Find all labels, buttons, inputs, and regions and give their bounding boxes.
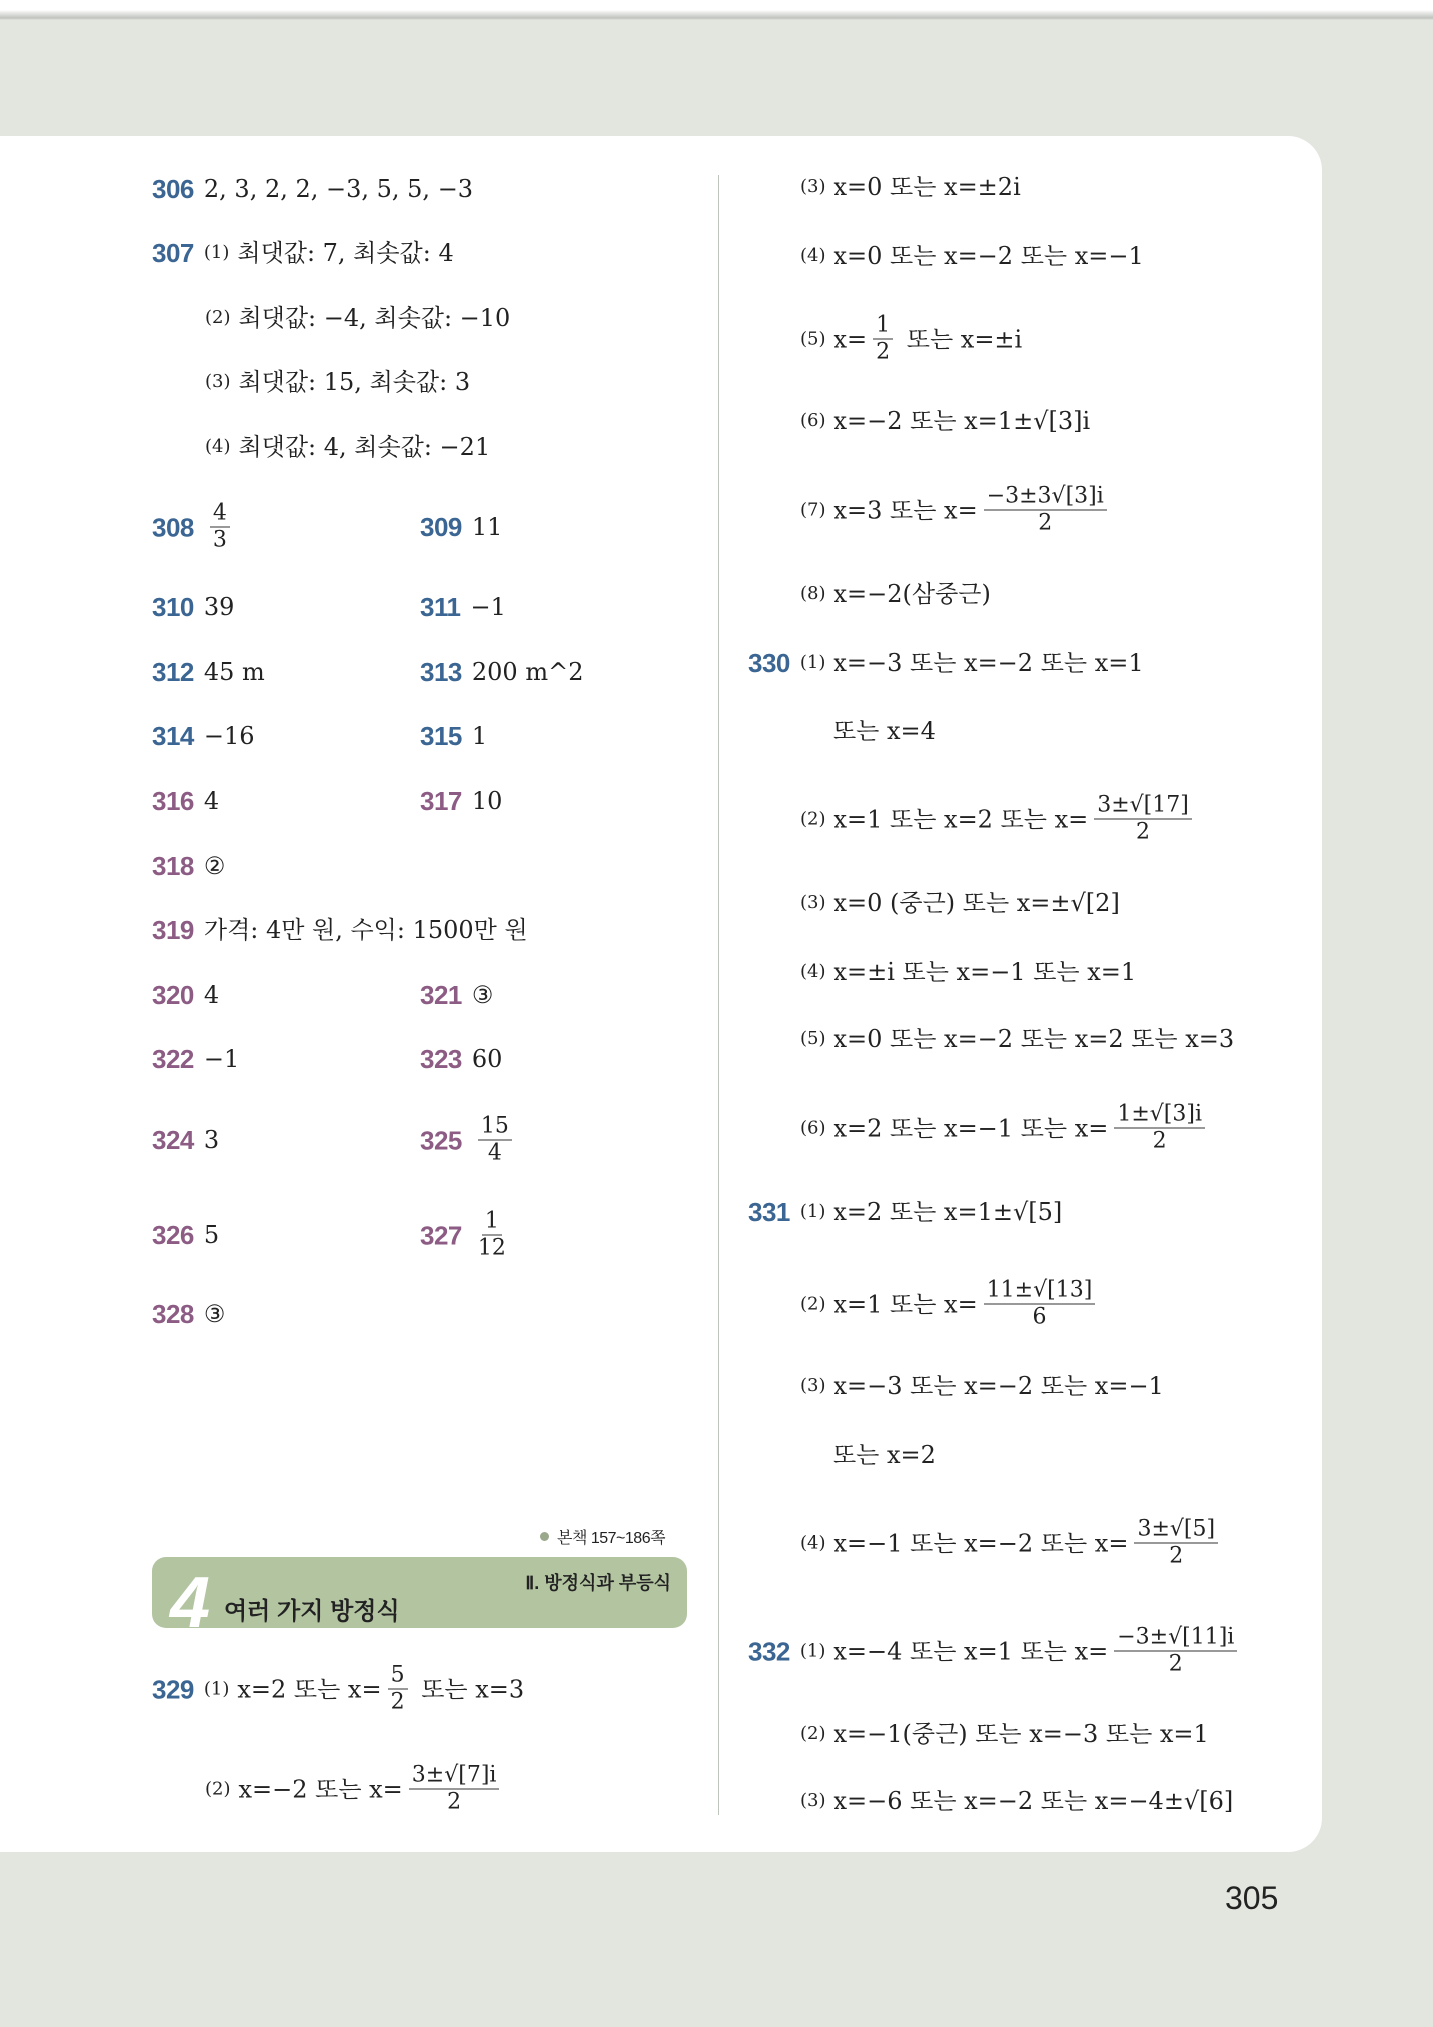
answer-text [204, 660, 265, 684]
answer-325 [420, 1113, 518, 1166]
answer-text [472, 1047, 503, 1071]
answer-314 [152, 723, 255, 749]
math-text: 11 [471, 513, 503, 541]
problem-number: 326 [152, 1220, 194, 1250]
answer-text [237, 1662, 525, 1715]
math-text: x=±i 또는 x=−1 또는 x=1 [833, 958, 1137, 986]
sub-label: (5) [800, 328, 826, 349]
problem-number: 312 [152, 657, 194, 687]
fraction [477, 1208, 506, 1261]
answer-text [204, 789, 219, 813]
answer-text [834, 175, 1021, 199]
sub-label: (3) [800, 892, 826, 913]
fraction-numerator: 15 [478, 1116, 512, 1141]
bullet-icon [540, 1532, 549, 1541]
answer-text [204, 1223, 219, 1247]
math-text: x=−3 또는 x=−2 또는 x=1 [833, 649, 1144, 677]
sub-label: (1) [799, 1201, 826, 1222]
fraction-denominator: 2 [1136, 819, 1151, 845]
math-text: ③ [471, 981, 494, 1009]
sub-label: (2) [800, 808, 826, 829]
answer-text [834, 891, 1120, 915]
math-text: −16 [203, 722, 255, 750]
fraction-denominator: 3 [212, 527, 227, 553]
sub-label: (1) [203, 1678, 230, 1699]
answer-text [239, 306, 511, 330]
answer-330-1-cont [833, 719, 936, 743]
problem-number: 316 [152, 786, 194, 816]
problem-number: 309 [420, 512, 462, 542]
problem-number: 324 [152, 1125, 194, 1155]
answer-322 [152, 1046, 239, 1072]
math-text: 또는 x=2 [833, 1441, 936, 1469]
fraction [873, 312, 893, 365]
sub-label: (1) [799, 652, 826, 673]
fraction-numerator: 3±√[5] [1134, 1519, 1218, 1544]
problem-number: 325 [420, 1125, 462, 1155]
answer-text [239, 435, 491, 459]
answer-text [834, 1027, 1235, 1051]
fraction-denominator: 2 [1152, 1128, 1167, 1154]
answer-text [834, 1722, 1209, 1746]
answer-329-6 [800, 409, 1090, 433]
math-text: 45 m [203, 658, 265, 686]
answer-text [472, 789, 503, 813]
problem-number: 311 [420, 592, 461, 622]
fraction [478, 1113, 512, 1166]
fraction [388, 1662, 408, 1715]
section-banner [152, 1557, 687, 1628]
answer-text [204, 500, 236, 553]
math-text: x=2 또는 x= [237, 1675, 382, 1703]
problem-number: 308 [152, 512, 194, 542]
answer-307-1 [152, 240, 454, 266]
answer-332-3 [800, 1789, 1233, 1813]
math-text: x=−6 또는 x=−2 또는 x=−4±√[6] [833, 1787, 1234, 1815]
answer-319 [152, 917, 528, 943]
math-text: 또는 x=3 [413, 1675, 525, 1703]
answer-329-7 [800, 483, 1113, 536]
fraction-denominator: 2 [390, 1689, 405, 1715]
answer-331-2 [800, 1277, 1101, 1330]
unit-title: Ⅱ. 방정식과 부등식 [525, 1573, 671, 1593]
answer-329-8 [800, 582, 991, 606]
math-text: x=0 또는 x=±2i [833, 173, 1021, 201]
answer-332-2 [800, 1722, 1209, 1746]
math-text: 39 [203, 593, 235, 621]
math-text: x=−4 또는 x=1 또는 x= [833, 1637, 1109, 1665]
answer-text [472, 515, 503, 539]
fraction-numerator: 4 [210, 503, 230, 528]
sub-label: (4) [205, 436, 231, 457]
answer-328 [152, 1301, 225, 1327]
answer-330-3 [800, 891, 1120, 915]
problem-number: 328 [152, 1299, 194, 1329]
math-text: x=1 또는 x=2 또는 x= [833, 805, 1089, 833]
answer-text [472, 983, 494, 1007]
answer-text [238, 1762, 506, 1815]
answer-text [833, 1516, 1225, 1569]
answer-text [833, 1443, 936, 1467]
answer-330-5 [800, 1027, 1234, 1051]
fraction [1114, 1624, 1237, 1677]
answer-text [834, 960, 1137, 984]
math-text: ③ [203, 1300, 226, 1328]
sub-label: (6) [800, 1117, 826, 1138]
fraction-denominator: 6 [1032, 1304, 1047, 1330]
answer-307-3 [205, 370, 470, 394]
math-text: 최댓값: 15, 최솟값: 3 [238, 368, 471, 396]
sub-label: (1) [799, 1640, 826, 1661]
sub-label: (8) [800, 583, 826, 604]
answer-310 [152, 594, 234, 620]
answer-text [833, 792, 1198, 845]
math-text: x=0 또는 x=−2 또는 x=−1 [833, 242, 1144, 270]
answer-329-2 [205, 1762, 505, 1815]
answer-text [834, 409, 1091, 433]
problem-number: 307 [152, 238, 194, 268]
math-text: x=−1(중근) 또는 x=−3 또는 x=1 [833, 1720, 1209, 1748]
problem-number: 332 [748, 1636, 790, 1666]
answer-text [833, 1101, 1212, 1154]
math-text: 4 [203, 981, 220, 1009]
answer-text [833, 1200, 1062, 1224]
fraction [409, 1762, 500, 1815]
math-text: 최댓값: −4, 최솟값: −10 [238, 304, 511, 332]
answer-307-4 [205, 435, 490, 459]
math-text: x=−2 또는 x=1±√[3]i [833, 407, 1091, 435]
reference-text: 본책 157~186쪽 [557, 1530, 666, 1547]
problem-number: 322 [152, 1044, 194, 1074]
problem-number: 327 [420, 1220, 462, 1250]
answer-327 [420, 1208, 512, 1261]
answer-332-1 [748, 1624, 1243, 1677]
math-text: 1 [471, 722, 488, 750]
problem-number: 319 [152, 915, 194, 945]
math-text: 최댓값: 4, 최솟값: −21 [238, 433, 491, 461]
math-text: x=2 또는 x=−1 또는 x= [833, 1114, 1109, 1142]
column-divider [718, 175, 719, 1815]
math-text: 60 [471, 1045, 503, 1073]
problem-number: 321 [420, 980, 462, 1010]
fraction-numerator: 3±√[17] [1094, 795, 1192, 820]
problem-number: 329 [152, 1674, 194, 1704]
answer-text [204, 177, 473, 201]
math-text: x=0 (중근) 또는 x=±√[2] [833, 889, 1120, 917]
answer-331-3 [800, 1374, 1164, 1398]
sub-label: (2) [800, 1723, 826, 1744]
answer-text [204, 595, 235, 619]
math-text: −1 [203, 1045, 240, 1073]
answer-316 [152, 788, 219, 814]
fraction-numerator: −3±3√[3]i [984, 486, 1107, 511]
math-text: x= [833, 325, 868, 353]
math-text: −1 [470, 593, 506, 621]
answer-text [834, 1374, 1164, 1398]
problem-number: 315 [420, 721, 462, 751]
fraction-denominator: 2 [1038, 510, 1053, 536]
answer-329-1 [152, 1662, 525, 1715]
problem-number: 323 [420, 1044, 462, 1074]
answer-text [239, 370, 471, 394]
answer-text [204, 918, 528, 942]
page-top-edge [0, 0, 1433, 20]
fraction-numerator: −3±√[11]i [1114, 1627, 1237, 1652]
sub-label: (3) [800, 176, 826, 197]
answer-text [204, 854, 226, 878]
problem-number: 331 [748, 1197, 790, 1227]
answer-text [204, 1047, 239, 1071]
sub-label: (1) [203, 242, 230, 263]
answer-text [472, 1208, 512, 1261]
math-text: x=0 또는 x=−2 또는 x=2 또는 x=3 [833, 1025, 1235, 1053]
problem-number: 320 [152, 980, 194, 1010]
answer-text [833, 1277, 1102, 1330]
answer-text [470, 595, 505, 619]
fraction-denominator: 2 [447, 1789, 462, 1815]
answer-331-3-cont [833, 1443, 936, 1467]
sub-label: (4) [800, 1532, 826, 1553]
math-text: 10 [471, 787, 503, 815]
problem-number: 306 [152, 174, 194, 204]
math-text: x=3 또는 x= [833, 496, 978, 524]
answer-317 [420, 788, 502, 814]
answer-text [834, 244, 1144, 268]
answer-326 [152, 1222, 219, 1248]
fraction-numerator: 5 [388, 1665, 408, 1690]
sub-label: (5) [800, 1028, 826, 1049]
answer-309 [420, 514, 502, 540]
fraction-denominator: 2 [876, 339, 891, 365]
math-text: x=−3 또는 x=−2 또는 x=−1 [833, 1372, 1164, 1400]
fraction-denominator: 4 [487, 1140, 502, 1166]
math-text: 또는 x=±i [899, 325, 1023, 353]
answer-311 [420, 594, 506, 620]
sub-label: (3) [205, 371, 231, 392]
fraction-denominator: 12 [477, 1235, 506, 1261]
problem-number: 313 [420, 657, 462, 687]
textbook-page-reference [540, 1525, 665, 1548]
sub-label: (3) [800, 1375, 826, 1396]
math-text: 5 [203, 1221, 220, 1249]
fraction [210, 500, 230, 553]
fraction [984, 483, 1107, 536]
problem-number: 314 [152, 721, 194, 751]
answer-text [833, 312, 1023, 365]
math-text: 2, 3, 2, 2, −3, 5, 5, −3 [203, 175, 474, 203]
answer-text [204, 724, 255, 748]
answer-text [833, 1624, 1243, 1677]
answer-text [833, 651, 1143, 675]
answer-312 [152, 659, 265, 685]
answer-306 [152, 176, 473, 202]
answer-330-2 [800, 792, 1198, 845]
answer-321 [420, 982, 493, 1008]
sub-label: (2) [800, 1293, 826, 1314]
answer-308 [152, 500, 236, 553]
answer-318 [152, 853, 225, 879]
sub-label: (4) [800, 245, 826, 266]
answer-text [834, 582, 991, 606]
answer-320 [152, 982, 219, 1008]
answer-text [472, 724, 487, 748]
answer-329-4 [800, 244, 1144, 268]
answer-331-1 [748, 1199, 1062, 1225]
fraction-denominator: 2 [1168, 1651, 1183, 1677]
answer-text [834, 1789, 1234, 1813]
answer-330-4 [800, 960, 1136, 984]
fraction-numerator: 3±√[7]i [409, 1765, 500, 1790]
answer-text [204, 1128, 219, 1152]
fraction [1094, 792, 1192, 845]
sub-label: (6) [800, 410, 826, 431]
answer-307-2 [205, 306, 510, 330]
math-text: x=−2(삼중근) [833, 580, 991, 608]
math-text: 최댓값: 7, 최솟값: 4 [237, 239, 454, 267]
answer-313 [420, 659, 583, 685]
sub-label: (4) [800, 961, 826, 982]
answer-330-1 [748, 650, 1144, 676]
problem-number: 330 [748, 648, 790, 678]
answer-text [237, 241, 453, 265]
section-number: 4 [170, 1563, 211, 1628]
answer-329-3 [800, 175, 1021, 199]
math-text: 또는 x=4 [833, 717, 936, 745]
fraction [984, 1277, 1096, 1330]
problem-number: 317 [420, 786, 462, 816]
fraction-denominator: 2 [1169, 1543, 1184, 1569]
problem-number: 318 [152, 851, 194, 881]
answer-324 [152, 1127, 219, 1153]
fraction-numerator: 11±√[13] [984, 1280, 1096, 1305]
math-text: 가격: 4만 원, 수익: 1500만 원 [203, 916, 528, 944]
page-number: 305 [1225, 1880, 1279, 1916]
math-text: 4 [203, 787, 220, 815]
fraction-numerator: 1 [873, 315, 893, 340]
math-text: 200 m^2 [471, 658, 584, 686]
sub-label: (2) [205, 307, 231, 328]
answer-text [472, 660, 584, 684]
answer-text [833, 719, 936, 743]
math-text: 3 [203, 1126, 220, 1154]
math-text: x=2 또는 x=1±√[5] [833, 1198, 1063, 1226]
answer-text [472, 1113, 518, 1166]
answer-text [204, 983, 219, 1007]
fraction-numerator: 1 [482, 1211, 502, 1236]
answer-text [833, 483, 1113, 536]
sub-label: (7) [800, 499, 826, 520]
sub-label: (2) [205, 1778, 231, 1799]
fraction-numerator: 1±√[3]i [1114, 1104, 1205, 1129]
problem-number: 310 [152, 592, 194, 622]
answer-331-4 [800, 1516, 1224, 1569]
math-text: ② [203, 852, 226, 880]
sub-label: (3) [800, 1790, 826, 1811]
fraction [1114, 1101, 1205, 1154]
math-text: x=−2 또는 x= [238, 1775, 403, 1803]
section-title: 여러 가지 방정식 [224, 1598, 400, 1625]
answer-330-6 [800, 1101, 1211, 1154]
answer-315 [420, 723, 487, 749]
math-text: x=1 또는 x= [833, 1290, 978, 1318]
answer-text [204, 1302, 226, 1326]
answer-323 [420, 1046, 502, 1072]
fraction [1134, 1516, 1218, 1569]
math-text: x=−1 또는 x=−2 또는 x= [833, 1529, 1129, 1557]
answer-329-5 [800, 312, 1023, 365]
